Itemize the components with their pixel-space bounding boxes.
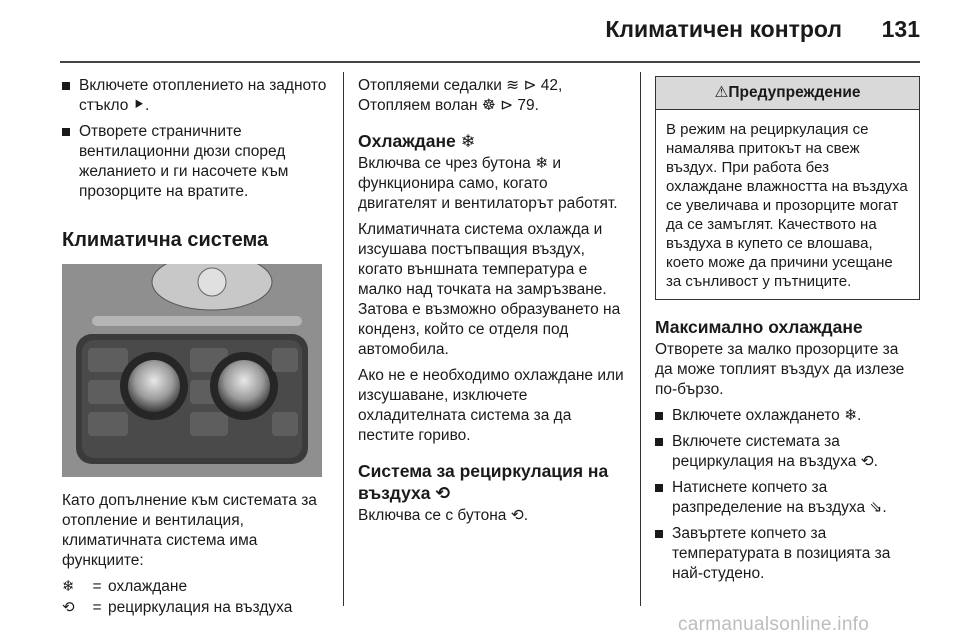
heated-seats-reference: Отопляеми седалки ≋ ⊳ 42, [358, 77, 563, 94]
section-heading-max-cooling: Максимално охлаждане [655, 317, 863, 337]
list-item: Включете отоплението на задното стъкло ⯈. [62, 76, 332, 116]
legend-row-recirculation: ⟲ = рециркулация на въздуха [62, 599, 293, 616]
ac-intro-paragraph: Като допълнение към системата за отопление и вентилация, климатичната система има функциите: [62, 492, 317, 569]
cooling-paragraph-1: Включва се чрез бутона ❄ и функционира само, когато двигателят и вентилаторът работят. [358, 155, 618, 212]
climate-panel-illustration [62, 264, 322, 477]
warning-box [655, 76, 920, 300]
column-divider [343, 72, 344, 606]
watermark: carmanualsonline.info [678, 614, 870, 635]
page-header-title: Климатичен контрол [605, 16, 842, 42]
bullet-square-icon [62, 82, 70, 90]
snowflake-icon: ❄ [62, 578, 75, 595]
section-heading-ac: Климатична система [62, 229, 269, 251]
bullet-square-icon [655, 530, 663, 538]
list-item: Включете системата за рециркулация на въздуха ⟲. [655, 432, 920, 472]
cooling-paragraph-3: Ако не е необходимо охлаждане или изсушаване, изключете охладителната система за да пестите гориво. [358, 367, 624, 444]
recirculation-paragraph: Включва се с бутона ⟲. [358, 507, 529, 524]
column-left [62, 76, 332, 619]
warning-text: В режим на рециркулация се намалява притокът на свеж въздух. При работа без охлаждане влажността на въздуха се увеличава и прозорците могат да се замъглят. Качеството на въздуха в купето се влошава, което може да причини усещане за сънливост у пътниците. [666, 121, 908, 290]
warning-title: ⚠Предупреждение [656, 77, 919, 110]
climate-control-panel-photo [62, 264, 322, 477]
header-rule [60, 61, 920, 63]
recirculation-icon: ⟲ [62, 599, 75, 616]
cooling-paragraph-2: Климатичната система охлажда и изсушава постъпващия въздух, когато външната температура е малко над точката на замръзване. Затова е възможно образуването на конденз, който се отделя под автомобила. [358, 221, 621, 358]
page-number: 131 [881, 16, 920, 42]
bullet-square-icon [655, 484, 663, 492]
max-cooling-paragraph: Отворете за малко прозорците за да може топлият въздух да излезе по-бързо. [655, 341, 905, 398]
legend-row-cooling: ❄ = охлаждане [62, 578, 188, 595]
heated-steering-reference: Отопляем волан ☸ ⊳ 79. [358, 97, 539, 114]
section-heading-cooling: Охлаждане ❄ [358, 131, 476, 151]
bullet-square-icon [655, 412, 663, 420]
bullet-square-icon [655, 438, 663, 446]
section-heading-recirculation: Система за рециркулация на въздуха ⟲ [358, 461, 609, 503]
list-item: Натиснете копчето за разпределение на въздуха ⇘. [655, 478, 920, 518]
column-right [655, 76, 920, 590]
list-item: Отворете страничните вентилационни дюзи според желанието и ги насочете към прозорците на вратите. [62, 122, 332, 202]
list-item: Включете охлаждането ❄. [655, 406, 920, 426]
column-middle [358, 76, 628, 532]
bullet-square-icon [62, 128, 70, 136]
column-divider [640, 72, 641, 606]
list-item: Завъртете копчето за температурата в позицията за най-студено. [655, 524, 920, 584]
